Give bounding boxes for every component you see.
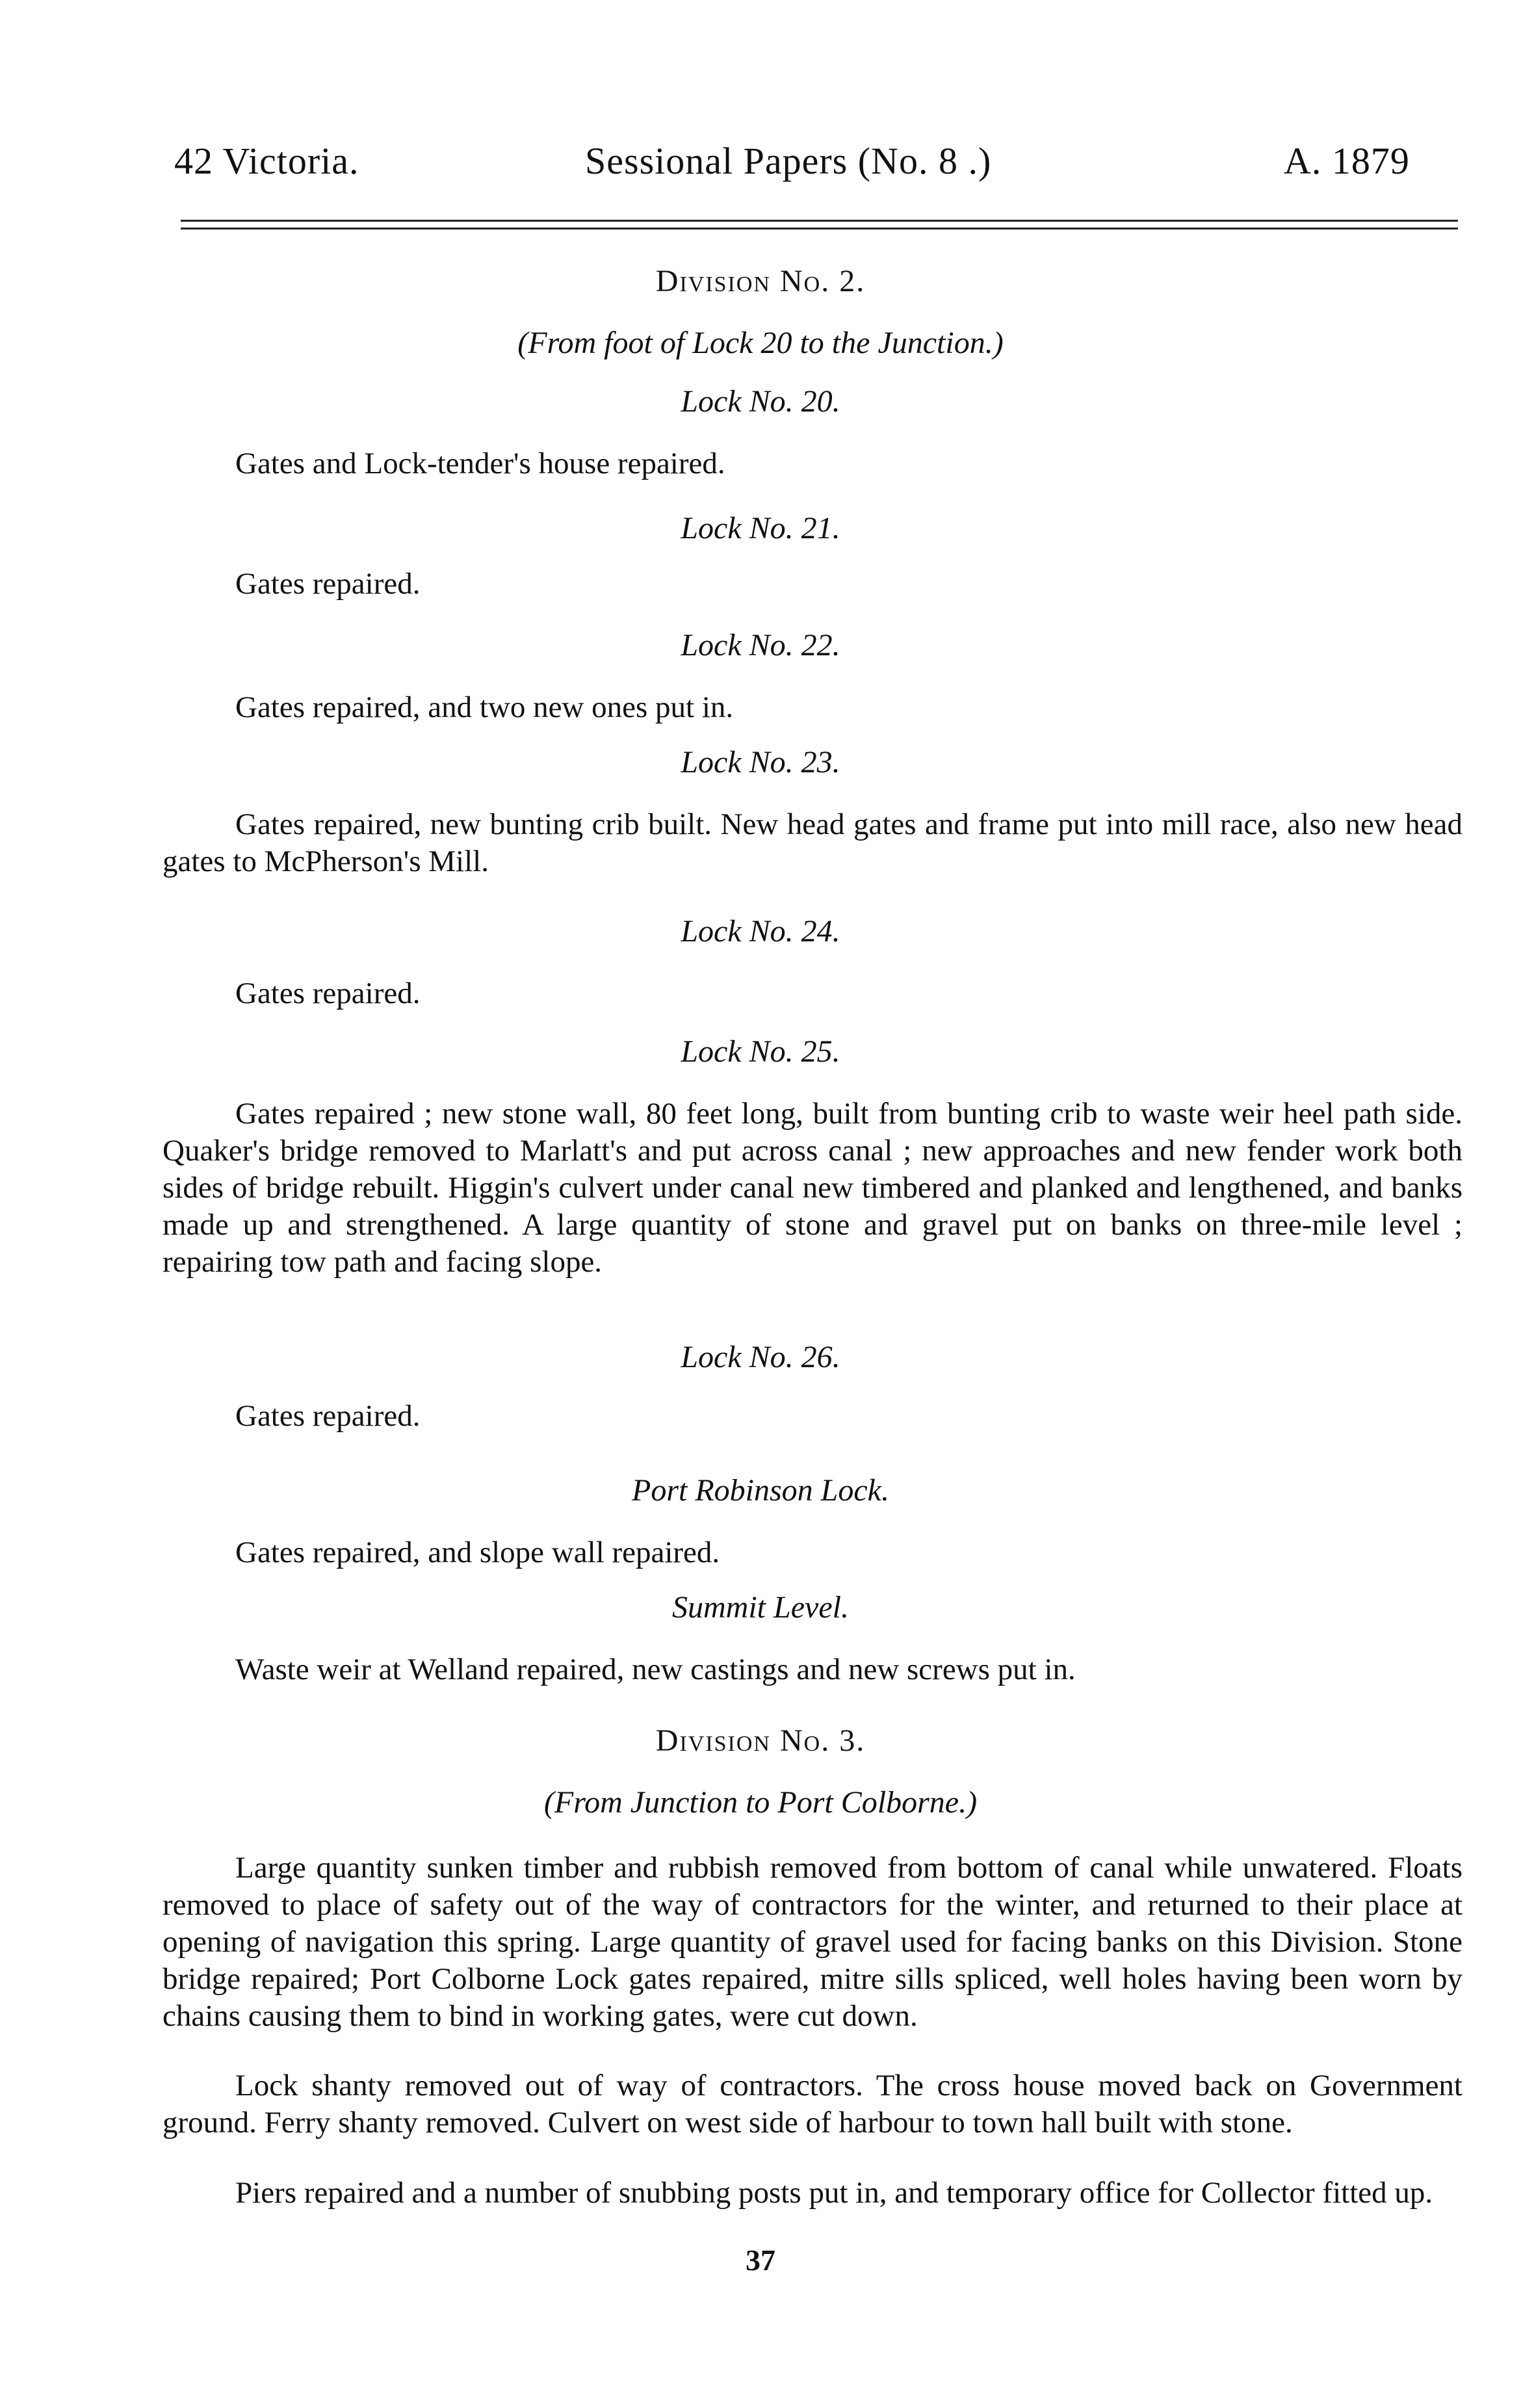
division-2-heading: Division No. 2.: [655, 264, 866, 298]
page-number: 37: [746, 2244, 775, 2277]
lock-24-title: Lock No. 24.: [681, 914, 840, 949]
header-rule-top: [181, 220, 1458, 222]
header-session: 42 Victoria.: [174, 140, 359, 182]
lock-22-text: Gates repaired, and two new ones put in.: [235, 690, 734, 724]
division-3-paragraph-1: Large quantity sunken timber and rubbish removed from bottom of canal while unwatered. Floats removed to place of safety out of the way of contractors for the winter, and returned to their place at opening of navigation this spring. Large quantity of gravel used for facing banks on this Division. Stone bridge repaired; Port Colborne Lock gates repaired, mitre sills spliced, well holes having been worn by chains causing them to bind in working gates, were cut down.: [162, 1851, 1462, 2033]
lock-25-text: Gates repaired ; new stone wall, 80 feet long, built from bunting crib to waste weir heel path side. Quaker's bridge removed to Marlatt's and put across canal ; new approaches and new fender work both sides of bridge rebuilt. Higgin's culvert under canal new timbered and planked and lengthened, and banks made up and strengthened. A large quantity of stone and gravel put on banks on three-mile level ; repairing tow path and facing slope.: [162, 1097, 1462, 1279]
lock-20-title: Lock No. 20.: [681, 384, 840, 419]
header-year: A. 1879: [1284, 140, 1410, 182]
summit-level-text: Waste weir at Welland repaired, new castings and new screws put in.: [235, 1653, 1076, 1686]
division-3-paragraph-3: Piers repaired and a number of snubbing posts put in, and temporary office for Collector fitted up.: [235, 2176, 1433, 2210]
port-robinson-lock-text: Gates repaired, and slope wall repaired.: [235, 1536, 720, 1569]
lock-24-text: Gates repaired.: [235, 976, 421, 1010]
division-2-subheading: (From foot of Lock 20 to the Junction.): [517, 326, 1004, 360]
division-3-heading: Division No. 3.: [655, 1723, 866, 1758]
summit-level-title: Summit Level.: [672, 1590, 849, 1625]
lock-25-title: Lock No. 25.: [681, 1034, 840, 1069]
lock-22-title: Lock No. 22.: [681, 628, 840, 662]
header-rule-bottom: [181, 228, 1458, 229]
lock-21-text: Gates repaired.: [235, 567, 421, 601]
lock-23-text: Gates repaired, new bunting crib built. New head gates and frame put into mill race, also new head gates to McPherson's Mill.: [162, 807, 1462, 878]
header-title: Sessional Papers (No. 8 .): [585, 140, 992, 182]
lock-26-text: Gates repaired.: [235, 1399, 421, 1433]
lock-23-title: Lock No. 23.: [681, 745, 840, 779]
lock-26-title: Lock No. 26.: [681, 1340, 840, 1374]
port-robinson-lock-title: Port Robinson Lock.: [632, 1473, 889, 1508]
division-3-subheading: (From Junction to Port Colborne.): [543, 1785, 978, 1820]
lock-21-title: Lock No. 21.: [681, 511, 840, 545]
lock-20-text: Gates and Lock-tender's house repaired.: [235, 447, 725, 480]
division-3-paragraph-2: Lock shanty removed out of way of contractors. The cross house moved back on Government ground. Ferry shanty removed. Culvert on west side of harbour to town hall built with stone.: [162, 2069, 1462, 2140]
